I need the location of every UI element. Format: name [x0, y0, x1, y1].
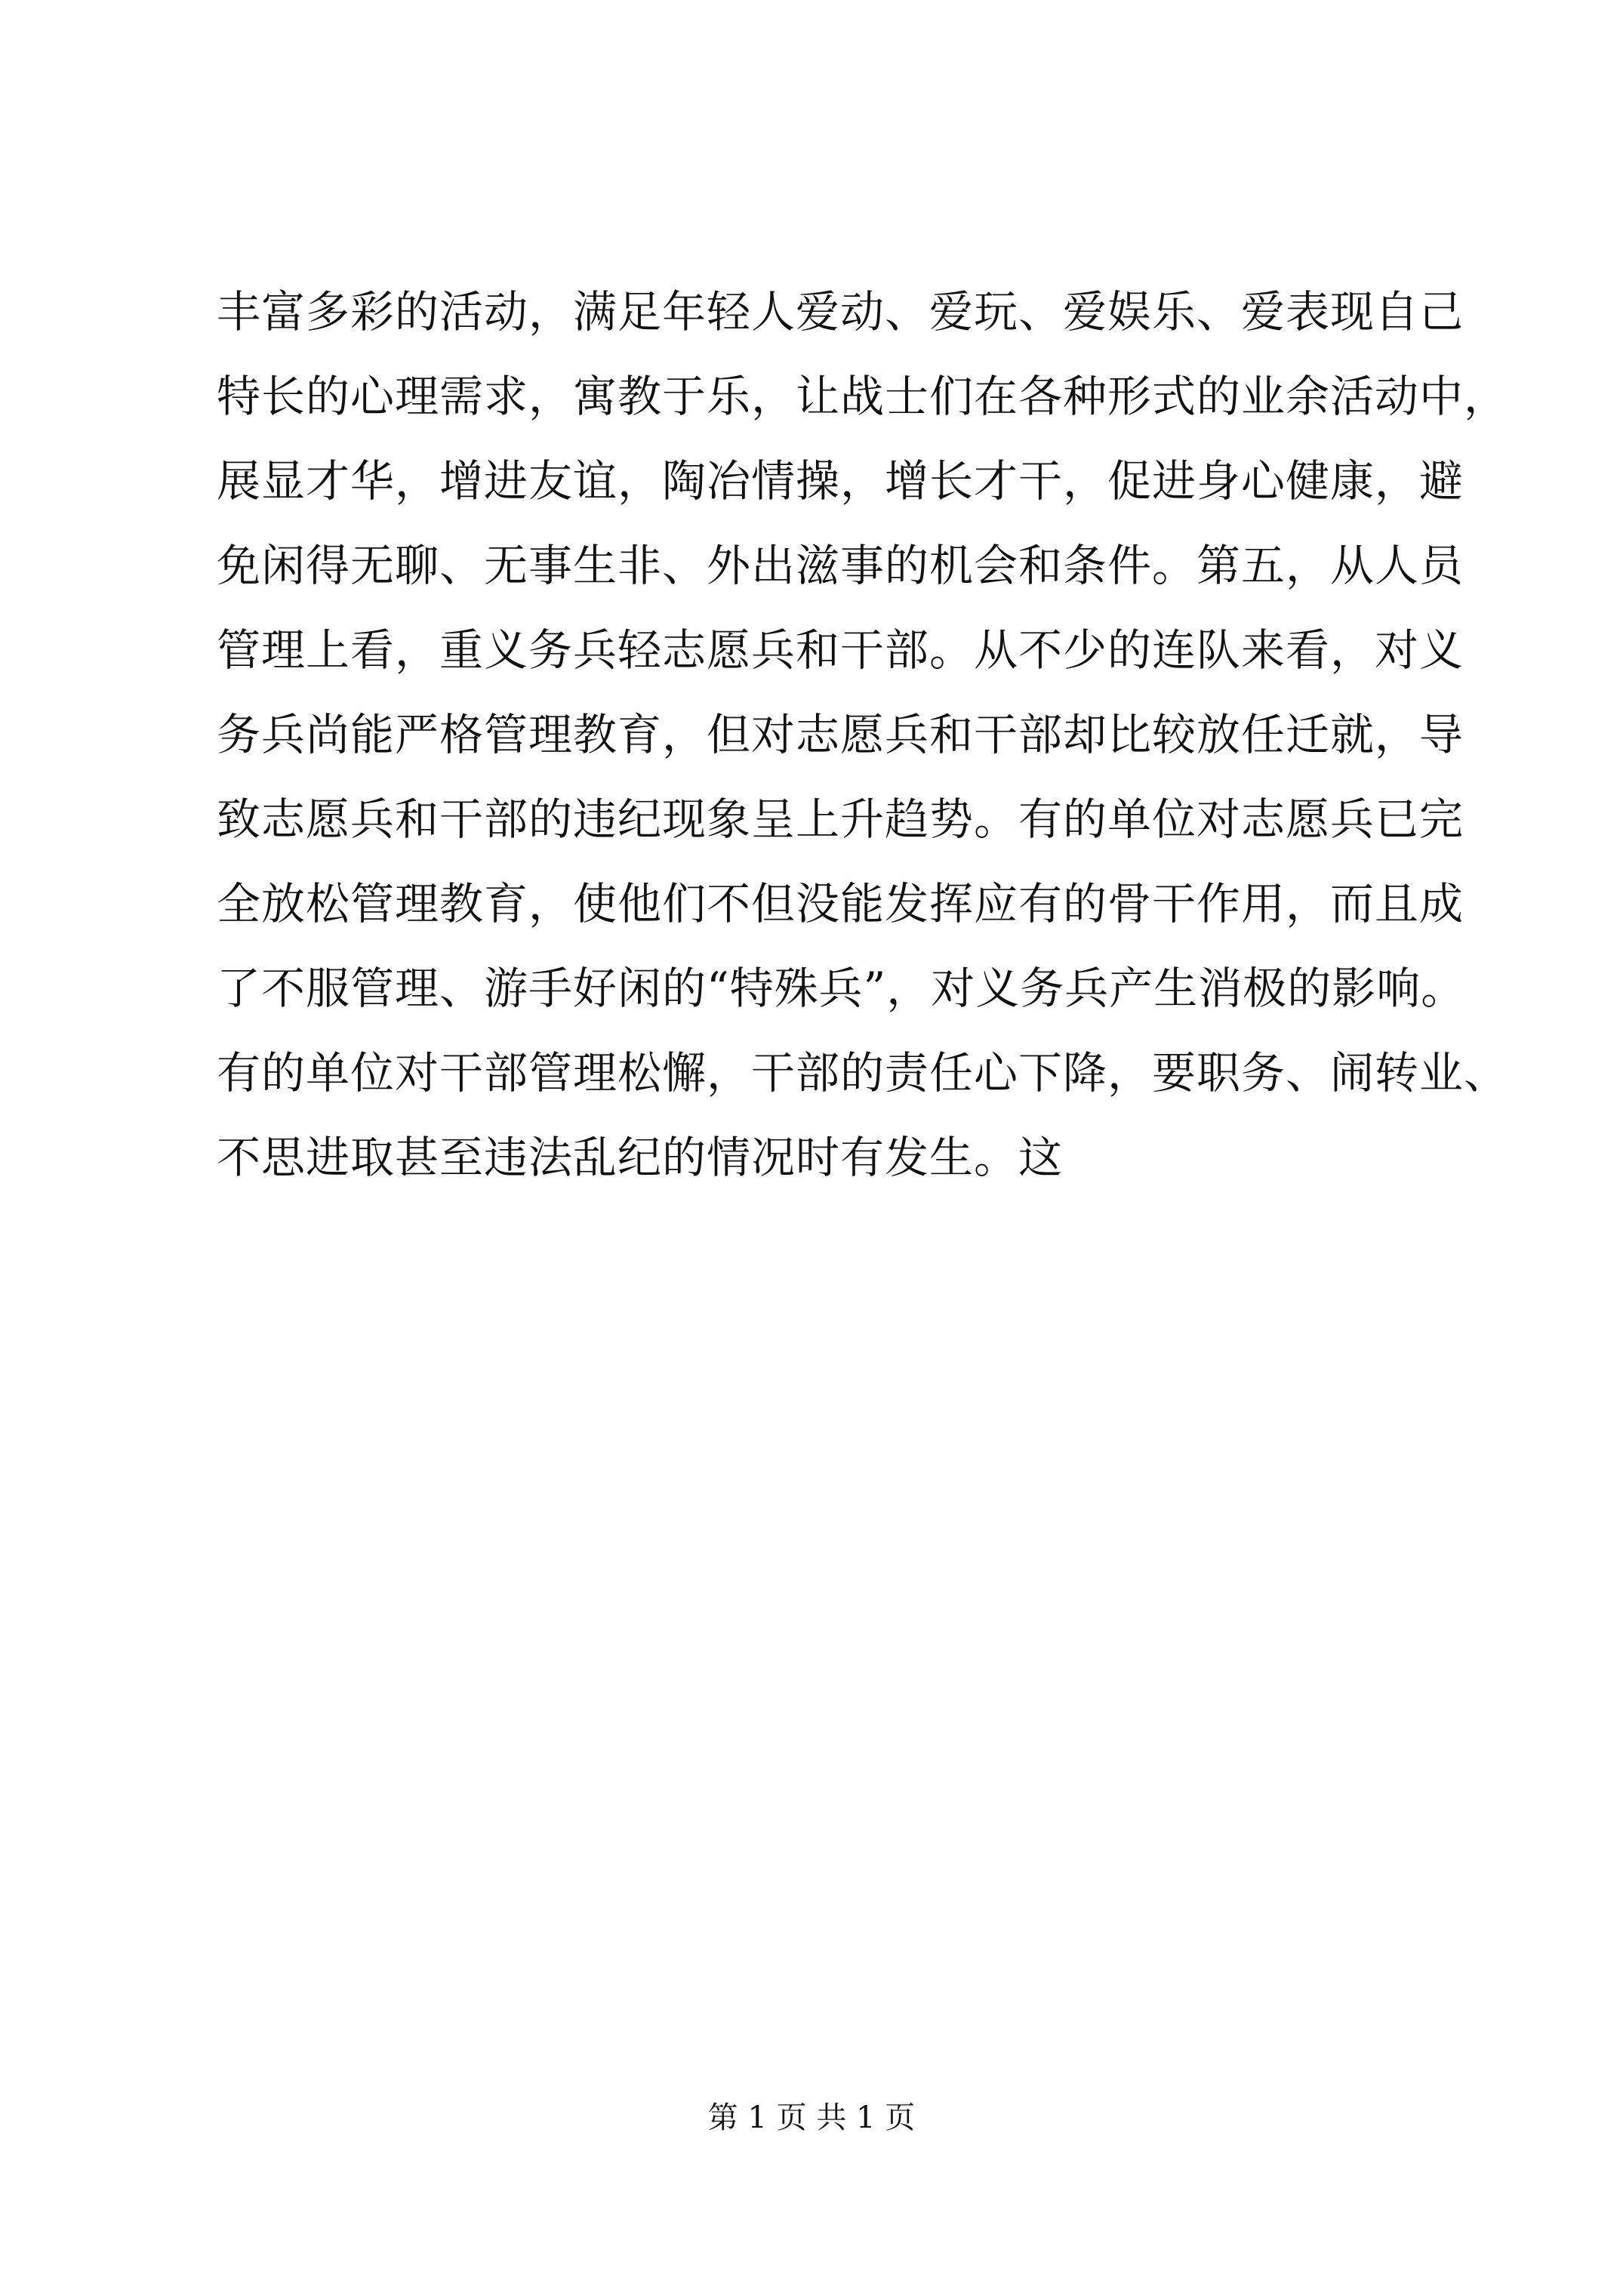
text-line: 展显才华，增进友谊，陶冶情操，增长才干，促进身心健康，避 — [217, 455, 1464, 507]
text-line: 管理上看，重义务兵轻志愿兵和干部。从不少的连队来看，对义 — [217, 624, 1464, 676]
text-line: 特长的心理需求，寓教于乐，让战士们在各种形式的业余活动中， — [217, 371, 1509, 422]
text-line: 不思进取甚至违法乱纪的情况时有发生。这 — [217, 1132, 1064, 1183]
body-paragraph — [217, 270, 1509, 1200]
text-line: 丰富多彩的活动，满足年轻人爱动、爱玩、爱娱乐、爱表现自己 — [217, 286, 1464, 337]
text-line: 致志愿兵和干部的违纪现象呈上升趋势。有的单位对志愿兵已完 — [217, 794, 1464, 845]
text-line: 务兵尚能严格管理教育，但对志愿兵和干部却比较放任迁就，导 — [217, 709, 1464, 760]
text-line: 免闲得无聊、无事生非、外出滋事的机会和条件。第五，从人员 — [217, 540, 1464, 591]
text-line: 了不服管理、游手好闲的“特殊兵”，对义务兵产生消极的影响。 — [217, 963, 1466, 1014]
page-number-footer: 第 1 页 共 1 页 — [707, 2100, 916, 2135]
text-line: 全放松管理教育，使他们不但没能发挥应有的骨干作用，而且成 — [217, 878, 1464, 929]
text-line: 有的单位对干部管理松懈，干部的责任心下降，要职务、闹转业、 — [217, 1047, 1509, 1099]
